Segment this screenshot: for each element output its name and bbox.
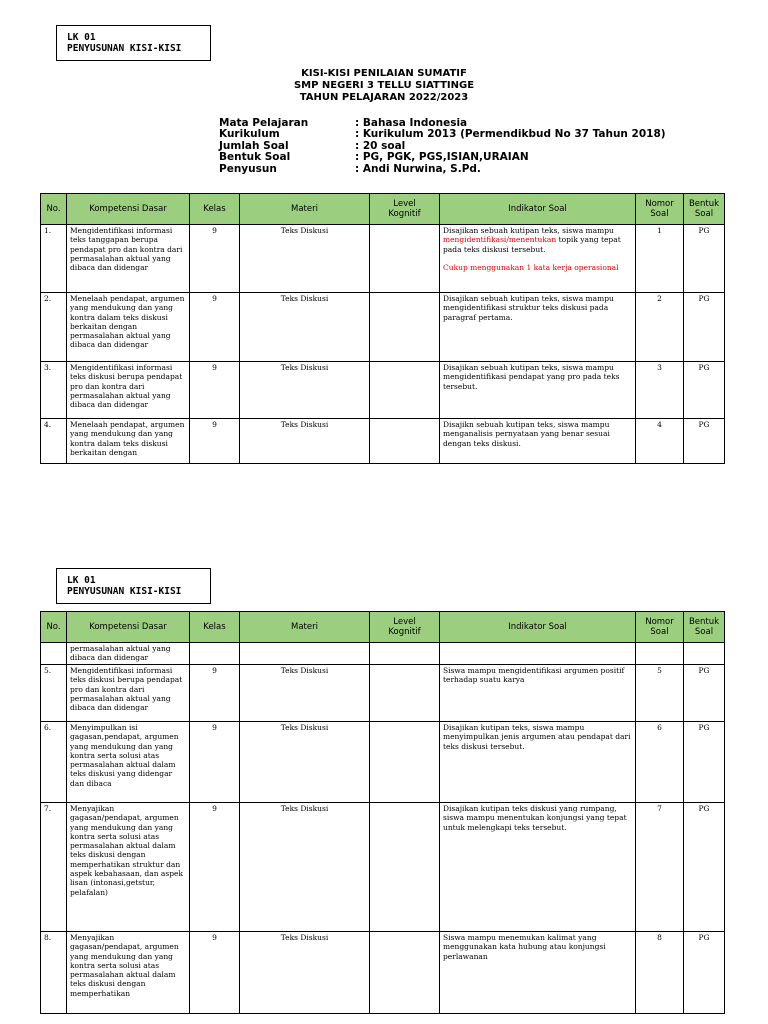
header-level-line1: Level bbox=[393, 617, 416, 627]
cell-no: 2. bbox=[41, 293, 67, 362]
document-title bbox=[0, 68, 768, 104]
cell-kd: Menyajikan gagasan/pendapat, argumen yang mendukung dan yang kontra serta solusi atas permasalahan aktual dalam teks diskusi dengan memperhatikan bbox=[67, 932, 190, 1014]
header-indikator: Indikator Soal bbox=[440, 612, 636, 643]
cell-nomor: 8 bbox=[636, 932, 684, 1014]
header-bentuk-line2: Soal bbox=[694, 627, 714, 637]
lk-code: LK 01 bbox=[67, 32, 96, 43]
cell-kelas: 9 bbox=[190, 419, 240, 464]
cell-kd: Menelaah pendapat, argumen yang mendukung dan yang kontra dalam teks diskusi berkaitan dengan bbox=[67, 419, 190, 464]
cell-kelas: 9 bbox=[190, 665, 240, 722]
header-kd: Kompetensi Dasar bbox=[67, 194, 190, 225]
header-bentuk bbox=[684, 612, 725, 643]
header-nomor-line1: Nomor bbox=[645, 199, 674, 209]
cell-kd: Menyimpulkan isi gagasan,pendapat, argumen yang mendukung dan yang kontra serta solusi atas permasalahan aktual dalam teks diskusi yang didengar dan dibaca bbox=[67, 722, 190, 803]
lk-box-top bbox=[56, 25, 211, 61]
header-no: No. bbox=[41, 612, 67, 643]
header-nomor-line2: Soal bbox=[650, 209, 669, 219]
meta-value: : Bahasa Indonesia bbox=[355, 117, 468, 129]
cell-indikator: Disajikn sebuah kutipan teks, siswa mampu menganalisis pernyataan yang benar sesuai dengan teks diskusi. bbox=[440, 419, 636, 464]
header-no: No. bbox=[41, 194, 67, 225]
document-meta bbox=[219, 118, 666, 175]
cell-nomor: 5 bbox=[636, 665, 684, 722]
cell-materi: Teks Diskusi bbox=[240, 722, 370, 803]
grid-table-page-1 bbox=[40, 193, 725, 464]
cell-nomor bbox=[636, 643, 684, 665]
cell-level bbox=[370, 803, 440, 932]
header-bentuk-line2: Soal bbox=[694, 209, 714, 219]
cell-bentuk bbox=[684, 643, 725, 665]
meta-value: : Andi Nurwina, S.Pd. bbox=[355, 162, 481, 175]
lk-box-page-2 bbox=[56, 568, 211, 604]
table-row bbox=[41, 803, 725, 932]
cell-kelas: 9 bbox=[190, 362, 240, 419]
header-level bbox=[370, 612, 440, 643]
cell-no: 3. bbox=[41, 362, 67, 419]
cell-bentuk: PG bbox=[684, 932, 725, 1014]
cell-indikator: Disajikan sebuah kutipan teks, siswa mampu mengidentifikasi struktur teks diskusi pada paragraf pertama. bbox=[440, 293, 636, 362]
grid-table-page-2 bbox=[40, 611, 725, 1014]
cell-level bbox=[370, 722, 440, 803]
cell-kd: Mengidentifikasi informasi teks tanggapan berupa pendapat pro dan kontra dari permasalahan aktual yang dibaca dan didengar bbox=[67, 225, 190, 293]
cell-nomor: 3 bbox=[636, 362, 684, 419]
header-row bbox=[41, 612, 725, 643]
cell-kelas: 9 bbox=[190, 225, 240, 293]
reviewer-note: Cukup menggunakan 1 kata kerja operasional bbox=[443, 262, 619, 272]
lk-title: PENYUSUNAN KISI-KISI bbox=[67, 43, 182, 54]
header-bentuk-line1: Bentuk bbox=[688, 199, 720, 209]
table-row bbox=[41, 722, 725, 803]
meta-label: Penyusun bbox=[219, 162, 277, 175]
cell-materi: Teks Diskusi bbox=[240, 803, 370, 932]
header-materi: Materi bbox=[240, 612, 370, 643]
meta-value: : PG, PGK, PGS,ISIAN,URAIAN bbox=[355, 151, 529, 164]
cell-indikator: Disajikan kutipan teks diskusi yang rumpang, siswa mampu menentukan konjungsi yang tepat untuk melengkapi teks tersebut. bbox=[440, 803, 636, 932]
cell-bentuk: PG bbox=[684, 293, 725, 362]
table-row bbox=[41, 225, 725, 293]
cell-nomor: 4 bbox=[636, 419, 684, 464]
title-line-2: SMP NEGERI 3 TELLU SIATTINGE bbox=[293, 80, 475, 91]
cell-no: 8. bbox=[41, 932, 67, 1014]
header-nomor bbox=[636, 194, 684, 225]
cell-bentuk: PG bbox=[684, 362, 725, 419]
cell-kelas bbox=[190, 643, 240, 665]
cell-kelas: 9 bbox=[190, 803, 240, 932]
cell-no: 5. bbox=[41, 665, 67, 722]
cell-kelas: 9 bbox=[190, 932, 240, 1014]
header-level-line2: Kognitif bbox=[388, 209, 421, 219]
table-row-continued bbox=[41, 643, 725, 665]
cell-level bbox=[370, 225, 440, 293]
indikator-highlight: mengidentifikasi/menentukan bbox=[443, 235, 557, 245]
header-level-line1: Level bbox=[393, 199, 416, 209]
header-kelas: Kelas bbox=[190, 612, 240, 643]
cell-indikator bbox=[440, 225, 636, 293]
meta-label: Mata Pelajaran bbox=[219, 117, 309, 129]
header-nomor-line1: Nomor bbox=[645, 617, 674, 627]
table-row bbox=[41, 419, 725, 464]
cell-materi bbox=[240, 643, 370, 665]
header-kd: Kompetensi Dasar bbox=[67, 612, 190, 643]
meta-label: Jumlah Soal bbox=[219, 139, 289, 152]
cell-kd: Mengidentifikasi informasi teks diskusi berupa pendapat pro dan kontra dari permasalahan aktual yang dibaca dan didengar bbox=[67, 362, 190, 419]
meta-row-question-type bbox=[219, 152, 666, 163]
header-nomor-line2: Soal bbox=[650, 627, 669, 637]
indikator-text: topik yang tepat pada teks diskusi tersebut. bbox=[443, 235, 621, 254]
header-nomor bbox=[636, 612, 684, 643]
header-bentuk-line1: Bentuk bbox=[688, 617, 720, 627]
cell-materi: Teks Diskusi bbox=[240, 932, 370, 1014]
cell-no bbox=[41, 643, 67, 665]
cell-kd: permasalahan aktual yang dibaca dan didengar bbox=[67, 643, 190, 665]
title-line-1: KISI-KISI PENILAIAN SUMATIF bbox=[301, 68, 467, 79]
meta-row-author bbox=[219, 164, 666, 175]
cell-kd: Menyajikan gagasan/pendapat, argumen yang mendukung dan yang kontra serta solusi atas permasalahan aktual dalam teks diskusi dengan memperhatikan struktur dan aspek kebahasaan, dan aspek lisan (intonasi,getstur, pelafalan) bbox=[67, 803, 190, 932]
cell-nomor: 7 bbox=[636, 803, 684, 932]
header-level-line2: Kognitif bbox=[388, 627, 421, 637]
cell-no: 1. bbox=[41, 225, 67, 293]
cell-indikator: Siswa mampu mengidentifikasi argumen positif terhadap suatu karya bbox=[440, 665, 636, 722]
cell-materi: Teks Diskusi bbox=[240, 419, 370, 464]
cell-no: 7. bbox=[41, 803, 67, 932]
cell-kelas: 9 bbox=[190, 722, 240, 803]
cell-level bbox=[370, 419, 440, 464]
cell-kd: Menelaah pendapat, argumen yang mendukung dan yang kontra dalam teks diskusi berkaitan dengan permasalahan aktual yang dibaca dan didengar bbox=[67, 293, 190, 362]
indikator-text: Disajikan sebuah kutipan teks, siswa mampu bbox=[443, 226, 614, 235]
table-row bbox=[41, 293, 725, 362]
cell-indikator: Disajikan sebuah kutipan teks, siswa mampu mengidentifikasi pendapat yang pro pada teks tersebut. bbox=[440, 362, 636, 419]
title-line-3: TAHUN PELAJARAN 2022/2023 bbox=[299, 92, 469, 103]
cell-bentuk: PG bbox=[684, 722, 725, 803]
meta-value: : Kurikulum 2013 (Permendikbud No 37 Tahun 2018) bbox=[355, 128, 666, 141]
table-row bbox=[41, 665, 725, 722]
cell-nomor: 6 bbox=[636, 722, 684, 803]
cell-materi: Teks Diskusi bbox=[240, 225, 370, 293]
cell-level bbox=[370, 665, 440, 722]
cell-no: 4. bbox=[41, 419, 67, 464]
header-indikator: Indikator Soal bbox=[440, 194, 636, 225]
header-materi: Materi bbox=[240, 194, 370, 225]
cell-no: 6. bbox=[41, 722, 67, 803]
lk-code: LK 01 bbox=[67, 575, 96, 586]
table-row bbox=[41, 932, 725, 1014]
cell-level bbox=[370, 362, 440, 419]
cell-level bbox=[370, 932, 440, 1014]
cell-bentuk: PG bbox=[684, 419, 725, 464]
cell-nomor: 2 bbox=[636, 293, 684, 362]
header-row bbox=[41, 194, 725, 225]
cell-indikator bbox=[440, 643, 636, 665]
cell-indikator: Siswa mampu menemukan kalimat yang menggunakan kata hubung atau konjungsi perlawanan bbox=[440, 932, 636, 1014]
cell-kd: Mengidentifikasi informasi teks diskusi berupa pendapat pro dan kontra dari permasalahan aktual yang dibaca dan didengar bbox=[67, 665, 190, 722]
header-bentuk bbox=[684, 194, 725, 225]
cell-bentuk: PG bbox=[684, 665, 725, 722]
cell-bentuk: PG bbox=[684, 803, 725, 932]
meta-value: : 20 soal bbox=[355, 139, 406, 152]
cell-materi: Teks Diskusi bbox=[240, 362, 370, 419]
header-level bbox=[370, 194, 440, 225]
cell-level bbox=[370, 643, 440, 665]
cell-indikator: Disajikan kutipan teks, siswa mampu menyimpulkan jenis argumen atau pendapat dari teks diskusi tersebut. bbox=[440, 722, 636, 803]
header-kelas: Kelas bbox=[190, 194, 240, 225]
cell-kelas: 9 bbox=[190, 293, 240, 362]
meta-label: Kurikulum bbox=[219, 128, 280, 141]
meta-label: Bentuk Soal bbox=[219, 151, 291, 164]
cell-materi: Teks Diskusi bbox=[240, 665, 370, 722]
table-row bbox=[41, 362, 725, 419]
cell-materi: Teks Diskusi bbox=[240, 293, 370, 362]
lk-title: PENYUSUNAN KISI-KISI bbox=[67, 586, 182, 597]
cell-level bbox=[370, 293, 440, 362]
cell-bentuk: PG bbox=[684, 225, 725, 293]
cell-nomor: 1 bbox=[636, 225, 684, 293]
